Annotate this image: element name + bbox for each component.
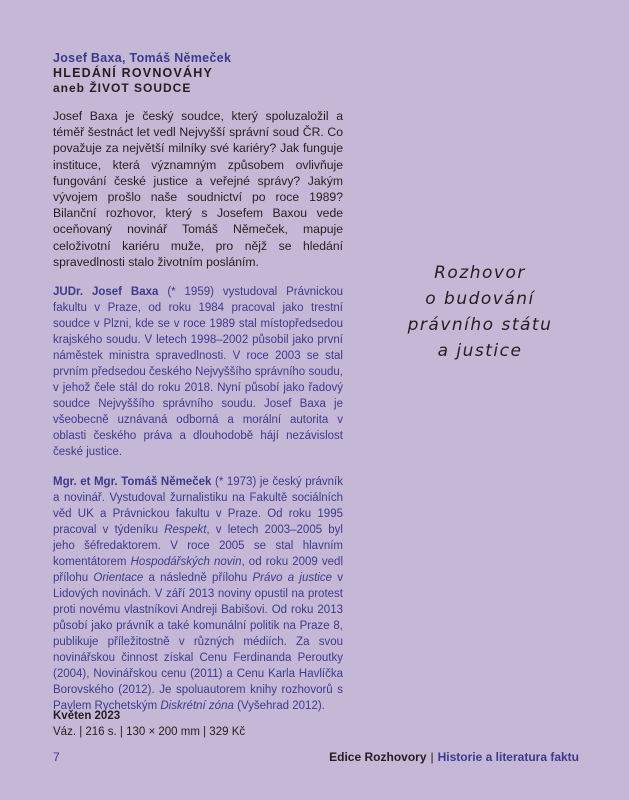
- bio-text-part: (* 1973) je český právník a novinář. Vystudoval žurnalistiku na Fakultě sociálních věd UK a Právnickou fakultu v Praze. Od roku 1995 pracoval v týdeníku: [53, 476, 343, 537]
- book-subtitle: aneb ŽIVOT SOUDCE: [53, 81, 192, 95]
- author-name-baxa: JUDr. Josef Baxa: [53, 286, 159, 299]
- footer-separator: |: [430, 750, 434, 764]
- publication-title: Právo a justice: [252, 572, 332, 585]
- edition-name: Edice Rozhovory: [329, 750, 427, 764]
- bio-text-part: , od roku 2009 vedl přílohu: [53, 556, 343, 585]
- page-footer: [53, 750, 579, 764]
- publication-title: Respekt: [164, 524, 207, 537]
- author-bio-baxa-text: (* 1959) vystudoval Právnickou fakultu v Praze, od roku 1984 pracoval jako trestní soudce v Plzni, kde se v roce 1989 stal místopředsedou krajského soudu. V letech 1998–2002 působil jako první náměstek ministra spravedlnosti. V roce 2003 se stal prvním předsedou českého Nejvyššího správního soudu, v jehož čele stál do roku 2018. Nyní působí jako řadový soudce Nejvyššího správního soudu. Josef Baxa je všeobecně uznávaná odborná a morální autorita v oblasti českého práva a dlouhodobě hájí nezávislost české justice.: [53, 286, 343, 459]
- publication-title: Hospodářských novin: [130, 556, 242, 569]
- publication-title: Diskrétní zóna: [160, 700, 234, 713]
- pull-quote-line: Rozhovor: [434, 263, 526, 283]
- bio-text-part: , v letech 2003–2005 byl jeho šéfredaktorem. V roce 2005 se stal hlavním komentátorem: [53, 524, 343, 569]
- publication-title: Orientace: [93, 572, 144, 585]
- pull-quote-line: právního státu: [407, 315, 553, 335]
- pull-quote-line: a justice: [437, 341, 523, 361]
- book-details: Váz. | 216 s. | 130 × 200 mm | 329 Kč: [53, 726, 246, 738]
- bio-text-part: (Vyšehrad 2012).: [233, 700, 325, 713]
- author-bio-baxa: [53, 284, 343, 460]
- book-authors: Josef Baxa, Tomáš Němeček: [53, 51, 232, 65]
- pull-quote: [360, 260, 600, 364]
- book-title: HLEDÁNÍ ROVNOVÁHY: [53, 66, 213, 80]
- pull-quote-line: o budování: [425, 289, 535, 309]
- release-date: Květen 2023: [53, 710, 121, 722]
- book-entry: [53, 50, 343, 714]
- footer-section: [329, 750, 579, 764]
- publication-info: [53, 708, 343, 740]
- author-name-nemecek: Mgr. et Mgr. Tomáš Němeček: [53, 476, 212, 489]
- book-annotation: Josef Baxa je český soudce, který spoluzaložil a téměř šestnáct let vedl Nejvyšší správní soud ČR. Co považuje za největší milníky své kariéry? Jak funguje instituce, která významným způsobem ovlivňuje fungování české justice a veřejné správy? Jakým vývojem prošlo naše soudnictví po roce 1989? Bilanční rozhovor, který s Josefem Baxou vede oceňovaný novinář Tomáš Němeček, mapuje celoživotní kariéru muže, pro nějž se hledání spravedlnosti stalo životním posláním.: [53, 109, 343, 269]
- category-name: Historie a literatura faktu: [437, 750, 579, 764]
- bio-text-part: a následně přílohu: [143, 572, 253, 585]
- page-number: 7: [53, 750, 60, 764]
- bio-text-part: v Lidových novinách. V září 2013 noviny opustil na protest proti novému vlastníkovi Andreji Babišovi. Od roku 2013 působí jako právník a také komunální politik na Praze 8, publikuje příležitostně v různých médiích. Za svou novinářskou činnost získal Cenu Ferdinanda Peroutky (2004), Novinářskou cenu (2011) a Cenu Karla Havlíčka Borovského (2012). Je spoluautorem knihy rozhovorů s Pavlem Rychetským: [53, 572, 343, 713]
- author-bio-nemecek: [53, 474, 343, 714]
